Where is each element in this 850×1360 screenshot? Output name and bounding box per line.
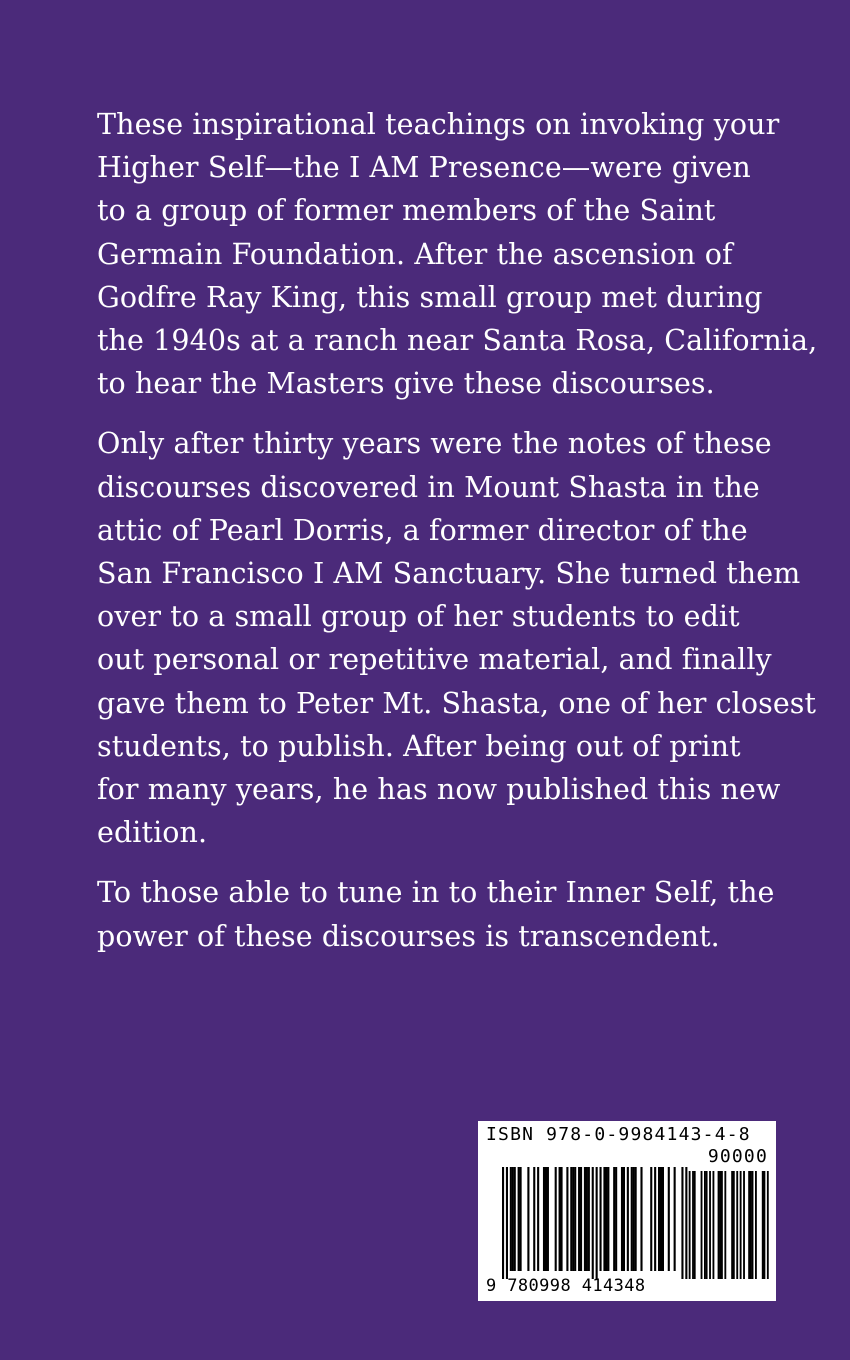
- barcode-bar: [748, 1171, 750, 1279]
- description-paragraph-3: [97, 871, 787, 957]
- barcode-bar: [694, 1171, 696, 1279]
- barcode-bar: [543, 1167, 545, 1271]
- barcode-bar: [559, 1167, 561, 1271]
- barcode-bar: [584, 1167, 586, 1271]
- barcode-bar: [514, 1167, 516, 1271]
- barcode-bar: [752, 1171, 754, 1279]
- barcode-bar: [574, 1167, 576, 1271]
- barcode-bar: [633, 1167, 635, 1271]
- text-line: To those able to tune in to their Inner Self, the: [97, 876, 775, 910]
- addon-barcode-bars: [689, 1171, 769, 1279]
- barcode-bar: [545, 1167, 547, 1271]
- barcode-bar: [736, 1171, 738, 1279]
- barcode-bar: [627, 1167, 629, 1271]
- barcode-bar: [588, 1167, 590, 1271]
- barcode-bar: [607, 1167, 609, 1271]
- barcode-bar: [724, 1171, 726, 1279]
- text-line: out personal or repetitive material, and finally: [97, 643, 772, 677]
- barcode-bar: [685, 1167, 687, 1279]
- barcode-bar: [701, 1171, 703, 1279]
- barcode-bar: [537, 1167, 539, 1271]
- barcode-bar: [731, 1171, 733, 1279]
- barcode-bar: [704, 1171, 706, 1279]
- barcode-bar: [613, 1167, 615, 1271]
- barcode-bar: [767, 1171, 769, 1279]
- barcode-bar: [623, 1167, 625, 1271]
- barcode-bar: [709, 1171, 711, 1279]
- barcode-bar: [654, 1167, 656, 1271]
- main-barcode-bars: [502, 1167, 687, 1279]
- text-line: edition.: [97, 816, 208, 850]
- barcode-bar: [662, 1167, 664, 1271]
- barcode-bar: [592, 1167, 594, 1279]
- barcode-bar: [520, 1167, 522, 1271]
- barcode-bar: [762, 1171, 764, 1279]
- barcode-bar: [743, 1171, 745, 1279]
- barcode-bar: [718, 1171, 720, 1279]
- barcode-bar: [755, 1171, 757, 1279]
- barcode-bar: [570, 1167, 572, 1271]
- barcode-bar: [586, 1167, 588, 1271]
- barcode-bar: [640, 1167, 642, 1271]
- text-line: Only after thirty years were the notes of these: [97, 427, 772, 461]
- barcode-bar: [631, 1167, 633, 1271]
- text-line: These inspirational teachings on invoking your: [97, 108, 780, 141]
- barcode-bar: [555, 1167, 557, 1271]
- barcode-bar: [721, 1171, 723, 1279]
- barcode-bar: [572, 1167, 574, 1271]
- barcode-bar: [650, 1167, 652, 1271]
- barcode-bar: [713, 1171, 715, 1279]
- barcode-bar: [740, 1171, 742, 1279]
- barcode-bar: [502, 1167, 504, 1279]
- text-line: Godfre Ray King, this small group met during: [97, 280, 763, 314]
- text-line: discourses discovered in Mount Shasta in the: [97, 470, 760, 504]
- description-text: [97, 103, 818, 975]
- barcode-bar: [660, 1167, 662, 1271]
- barcode-bar: [547, 1167, 549, 1271]
- barcode-bar: [668, 1167, 670, 1271]
- text-line: students, to publish. After being out of print: [97, 729, 741, 763]
- barcode-bar: [506, 1167, 508, 1279]
- barcode-bar: [706, 1171, 708, 1279]
- barcode-bar: [615, 1167, 617, 1271]
- barcode-bar: [750, 1171, 752, 1279]
- barcode-bar: [605, 1167, 607, 1271]
- barcode-bar: [658, 1167, 660, 1271]
- barcode-bar: [603, 1167, 605, 1271]
- barcode-bar: [689, 1171, 691, 1279]
- barcode-bar: [674, 1167, 676, 1271]
- barcode-bar: [621, 1167, 623, 1271]
- text-line: to hear the Masters give these discourses.: [97, 367, 715, 401]
- barcode-bar: [600, 1167, 602, 1271]
- text-line: San Francisco I AM Sanctuary. She turned them: [97, 557, 801, 591]
- text-line: to a group of former members of the Saint: [97, 194, 716, 228]
- barcode-bar: [580, 1167, 582, 1271]
- barcode-bar: [578, 1167, 580, 1271]
- text-line: for many years, he has now published this new: [97, 773, 781, 807]
- barcode-bar: [719, 1171, 721, 1279]
- price-code: 90000: [707, 1146, 768, 1167]
- description-paragraph-1: [97, 103, 818, 405]
- description-paragraph-2: [97, 422, 817, 854]
- barcode-bar: [561, 1167, 563, 1271]
- barcode-bar: [512, 1167, 514, 1271]
- text-line: gave them to Peter Mt. Shasta, one of her closest: [97, 686, 817, 720]
- text-line: Germain Foundation. After the ascension of: [97, 237, 733, 271]
- barcode-bar: [596, 1167, 598, 1279]
- barcode-bar: [566, 1167, 568, 1271]
- barcode-bar: [510, 1167, 512, 1271]
- barcode-bar: [527, 1167, 529, 1271]
- barcode-bar: [635, 1167, 637, 1271]
- text-line: the 1940s at a ranch near Santa Rosa, California,: [97, 324, 818, 358]
- text-line: Higher Self—the I AM Presence—were given: [97, 151, 751, 185]
- isbn-barcode: [478, 1121, 776, 1301]
- isbn-label: ISBN 978-0-9984143-4-8: [486, 1124, 751, 1145]
- text-line: over to a small group of her students to edit: [97, 600, 740, 634]
- barcode-bar: [533, 1167, 535, 1271]
- text-line: attic of Pearl Dorris, a former director of the: [97, 513, 748, 547]
- barcode-bar: [733, 1171, 735, 1279]
- text-line: power of these discourses is transcendent.: [97, 919, 720, 953]
- barcode-bar: [518, 1167, 520, 1271]
- barcode-bar: [681, 1167, 683, 1279]
- ean-digits: 9 780998 414348: [486, 1276, 646, 1296]
- barcode-bar: [764, 1171, 766, 1279]
- barcode-bar: [692, 1171, 694, 1279]
